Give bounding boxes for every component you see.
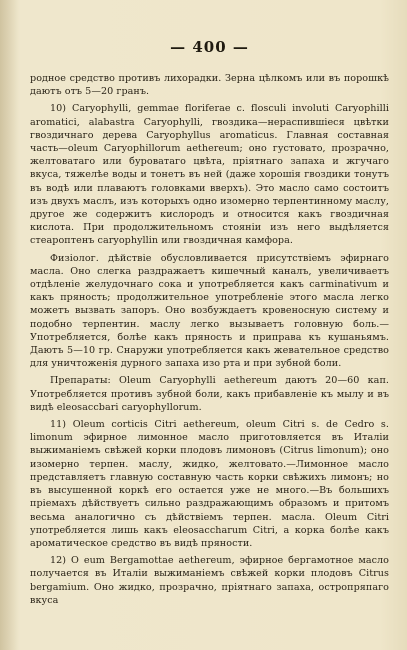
paragraph: 12) O eum Bergamottae aethereum, эфирное бергамотное масло получается въ Италіи выжиманіемъ свѣжей корки плодовъ Citrus bergamium. Оно жидко, прозрачно, пріятнаго запаха, остропряпаго вкуса xyxy=(30,555,389,606)
page-number: — 400 — xyxy=(170,38,249,56)
paragraph: Препараты: Oleum Caryophylli aethereum даютъ 20—60 кап. Употребляется противъ зубной боли, какъ прибавленіе къ мылу и въ видѣ eleosaccbari caryophyllorum. xyxy=(30,375,389,413)
paragraph: родное средство противъ лихорадки. Зерна цѣлкомъ или въ порошкѣ даютъ отъ 5—20 гранъ. xyxy=(30,73,389,98)
body-text xyxy=(30,72,389,607)
paragraph: Физіолог. дѣйствіе обусловливается присутствіемъ эфирнаго масла. Оно слегка раздражаетъ кишечный каналъ, увеличиваетъ отдѣленіе желудочнаго сока и употребляется какъ carminativum и какъ пряность; продолжительное употребленіе этого масла легко можетъ вызвать запоръ. Оно возбуждаетъ кровеносную систему и подобно терпентин. маслу легко вызываетъ головную боль.—Употребляется, болѣе какъ пряность и приправа къ кушаньямъ. Даютъ 5—10 гр. Снаружи употребляется какъ жевательное средство для уничтоженія дурного запаха изо рта и при зубной боли. xyxy=(30,252,389,370)
paragraph: 11) Oleum corticis Citri aethereum, oleum Citri s. de Cedro s. limonum эфирное лимонное масло приготовляется въ Италіи выжиманіемъ свѣжей корки плодовъ лимоновъ (Citrus limonum); оно изомерно терпен. маслу, жидко, желтовато.—Лимонное масло представляетъ главную составную часть корки свѣжихъ лимонъ; но въ высушенной коркѣ его остается уже не много.—Въ большихъ пріемахъ дѣйствуетъ сильно раздражающимъ образомъ и притомъ весьма аналогично съ дѣйствіемъ терпен. масла. Oleum Citri употребляется лишь какъ eleosaccharum Citri, а корка болѣе какъ ароматическое средство въ видѣ пряности. xyxy=(30,419,389,549)
page-edge-shadow xyxy=(0,0,20,650)
paragraph: 10) Caryophylli, gemmae floriferae c. flosculi involuti Caryophilli aromatici, alabastra Caryophylli, гвоздика—нераспившіеся цвѣтки гвоздичнаго дерева Caryophyllus aromaticus. Главная составная часть—oleum Caryophillorum aethereum; оно густовато, прозрачно, желтоватаго или буроватаго цвѣта, пріятнаго запаха и жгучаго вкуса, тяжелѣе воды и тонетъ въ ней (даже хорошія гвоздики тонутъ въ водѣ или плаваютъ головками вверхъ). Это масло само состоитъ изъ двухъ маслъ, изъ которыхъ одно изомерно терпентинному маслу, другое же содержитъ кислородъ и относится какъ гвоздичная кислота. При продолжительномъ стояніи изъ него выдѣляется стеароптенъ caryophyllin или гвоздичная камфора. xyxy=(30,103,389,247)
